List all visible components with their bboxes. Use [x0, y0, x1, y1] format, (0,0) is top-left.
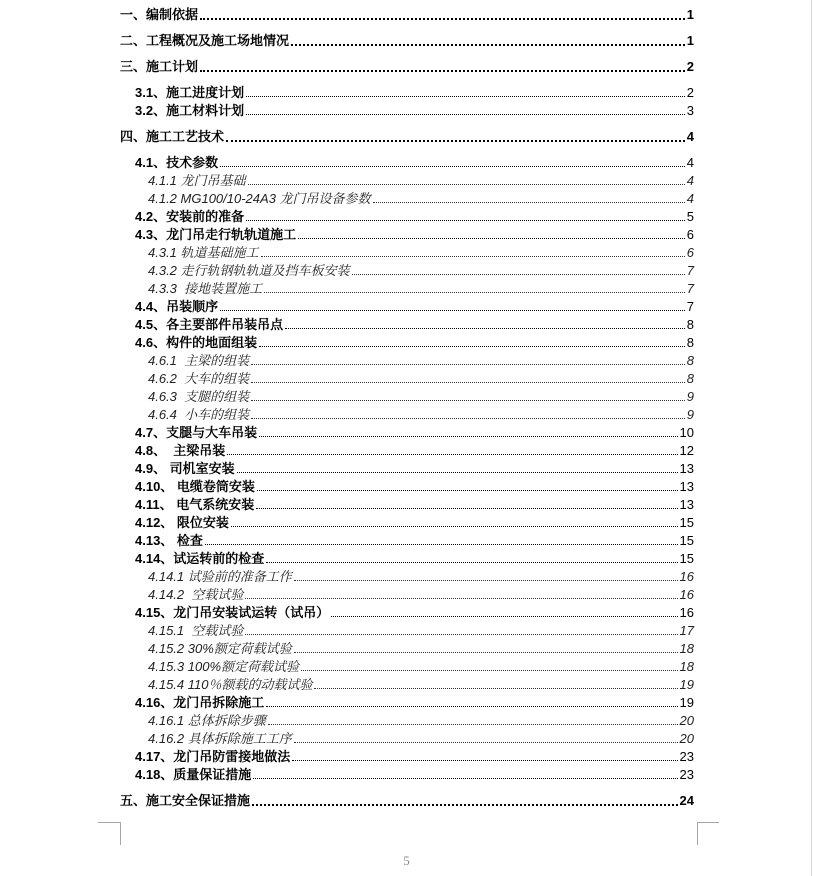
- toc-subsubsection-entry[interactable]: [0, 712, 694, 730]
- toc-entry-title: 4.6.2 大车的组装: [148, 371, 250, 386]
- toc-section-entry[interactable]: [0, 128, 694, 146]
- toc-page-number: 1: [686, 7, 694, 22]
- toc-entry-title: 4.1、技术参数: [135, 155, 219, 170]
- toc-section-entry[interactable]: [0, 792, 694, 810]
- toc-entry-title: 4.9、 司机室安装: [135, 461, 235, 476]
- toc-entry-title: 4.11、 电气系统安装: [135, 497, 255, 512]
- toc-leader-dots: [200, 70, 685, 72]
- toc-section-entry[interactable]: [0, 58, 694, 76]
- toc-section-entry[interactable]: [0, 32, 694, 50]
- toc-page-number: 18: [679, 659, 694, 674]
- margin-corner-mark-left: [98, 822, 120, 823]
- toc-entry-title: 4.14.1 试验前的准备工作: [148, 569, 292, 584]
- toc-entry-title: 4.15.3 100%额定荷载试验: [148, 659, 300, 674]
- toc-entry-title: 4.5、各主要部件吊装吊点: [135, 317, 284, 332]
- toc-leader-dots: [298, 238, 685, 239]
- toc-subsection-entry[interactable]: [0, 208, 694, 226]
- toc-leader-dots: [251, 382, 685, 383]
- toc-subsection-entry[interactable]: [0, 514, 694, 532]
- page-number: 5: [403, 853, 410, 868]
- toc-subsection-entry[interactable]: [0, 550, 694, 568]
- toc-subsection-entry[interactable]: [0, 442, 694, 460]
- toc-subsubsection-entry[interactable]: [0, 622, 694, 640]
- toc-page-number: 10: [679, 425, 694, 440]
- toc-subsection-entry[interactable]: [0, 478, 694, 496]
- toc-page-number: 7: [686, 281, 694, 296]
- toc-leader-dots: [246, 96, 685, 97]
- toc-leader-dots: [266, 562, 677, 563]
- toc-page-number: 3: [686, 103, 694, 118]
- toc-entry-title: 4.15.2 30%额定荷载试验: [148, 641, 292, 656]
- toc-leader-dots: [251, 400, 685, 401]
- toc-leader-dots: [227, 454, 677, 455]
- toc-subsection-entry[interactable]: [0, 604, 694, 622]
- margin-corner-mark-right: [697, 822, 719, 823]
- toc-leader-dots: [246, 114, 685, 115]
- toc-page-number: 19: [679, 677, 694, 692]
- toc-entry-title: 4.7、支腿与大车吊装: [135, 425, 258, 440]
- toc-page-number: 4: [686, 173, 694, 188]
- toc-page-number: 13: [679, 497, 694, 512]
- toc-entry-title: 4.16.2 具体拆除施工工序: [148, 731, 292, 746]
- toc-subsubsection-entry[interactable]: [0, 730, 694, 748]
- toc-page-number: 13: [679, 479, 694, 494]
- toc-subsubsection-entry[interactable]: [0, 406, 694, 424]
- toc-subsection-entry[interactable]: [0, 694, 694, 712]
- toc-entry-title: 4.12、 限位安装: [135, 515, 229, 530]
- toc-entry-title: 4.13、 检查: [135, 533, 203, 548]
- toc-page-number: 16: [679, 605, 694, 620]
- toc-page-number: 15: [679, 551, 694, 566]
- toc-entry-title: 3.1、施工进度计划: [135, 85, 245, 100]
- toc-subsection-entry[interactable]: [0, 102, 694, 120]
- toc-leader-dots: [246, 220, 685, 221]
- toc-leader-dots: [294, 580, 678, 581]
- toc-entry-title: 4.15.4 110％额载的动载试验: [148, 677, 313, 692]
- toc-subsubsection-entry[interactable]: [0, 262, 694, 280]
- toc-entry-title: 4.3.1 轨道基础施工: [148, 245, 259, 260]
- toc-subsubsection-entry[interactable]: [0, 658, 694, 676]
- toc-subsection-entry[interactable]: [0, 334, 694, 352]
- toc-page-number: 9: [686, 407, 694, 422]
- toc-page-number: 8: [686, 353, 694, 368]
- toc-page-number: 15: [679, 515, 694, 530]
- toc-subsection-entry[interactable]: [0, 460, 694, 478]
- toc-leader-dots: [294, 742, 678, 743]
- toc-entry-title: 4.3.2 走行轨钢轨轨道及挡车板安装: [148, 263, 350, 278]
- toc-leader-dots: [252, 804, 678, 806]
- toc-leader-dots: [285, 328, 685, 329]
- toc-page-number: 15: [679, 533, 694, 548]
- toc-entry-title: 4.2、安装前的准备: [135, 209, 245, 224]
- toc-entry-title: 4.14、试运转前的检查: [135, 551, 265, 566]
- toc-subsubsection-entry[interactable]: [0, 172, 694, 190]
- toc-subsection-entry[interactable]: [0, 226, 694, 244]
- toc-entry-title: 4.16.1 总体拆除步骤: [148, 713, 266, 728]
- toc-leader-dots: [373, 202, 685, 203]
- toc-subsection-entry[interactable]: [0, 496, 694, 514]
- toc-entry-title: 二、工程概况及施工场地情况: [120, 33, 290, 48]
- toc-leader-dots: [200, 18, 685, 20]
- toc-leader-dots: [294, 652, 678, 653]
- toc-subsection-entry[interactable]: [0, 532, 694, 550]
- toc-page-number: 13: [679, 461, 694, 476]
- toc-subsubsection-entry[interactable]: [0, 244, 694, 262]
- toc-page-number: 5: [686, 209, 694, 224]
- toc-page-number: 16: [679, 587, 694, 602]
- toc-entry-title: 4.1.2 MG100/10-24A3 龙门吊设备参数: [148, 191, 371, 206]
- toc-page-number: 19: [679, 695, 694, 710]
- toc-entry-title: 4.6、构件的地面组装: [135, 335, 258, 350]
- toc-leader-dots: [220, 310, 685, 311]
- toc-leader-dots: [226, 140, 685, 142]
- toc-page-number: 2: [686, 59, 694, 74]
- toc-entry-title: 4.18、质量保证措施: [135, 767, 252, 782]
- toc-subsection-entry[interactable]: [0, 766, 694, 784]
- toc-page-number: 1: [686, 33, 694, 48]
- toc-leader-dots: [245, 634, 677, 635]
- toc-leader-dots: [237, 472, 678, 473]
- toc-leader-dots: [251, 364, 685, 365]
- toc-entry-title: 4.15、龙门吊安装试运转（试吊）: [135, 605, 330, 620]
- page-edge: [811, 0, 812, 876]
- toc-subsection-entry[interactable]: [0, 84, 694, 102]
- toc-page-number: 6: [686, 245, 694, 260]
- toc-leader-dots: [256, 508, 677, 509]
- toc-page-number: 17: [679, 623, 694, 638]
- toc-entry-title: 4.8、 主梁吊装: [135, 443, 226, 458]
- toc-entry-title: 一、编制依据: [120, 7, 199, 22]
- margin-corner-mark-left: [120, 822, 121, 845]
- toc-leader-dots: [205, 544, 678, 545]
- toc-entry-title: 4.16、龙门吊拆除施工: [135, 695, 265, 710]
- toc-subsection-entry[interactable]: [0, 748, 694, 766]
- toc-entry-title: 四、施工工艺技术: [120, 129, 225, 144]
- toc-page-number: 12: [679, 443, 694, 458]
- toc-leader-dots: [231, 526, 678, 527]
- toc-leader-dots: [264, 292, 685, 293]
- toc-entry-title: 4.3.3 接地装置施工: [148, 281, 263, 296]
- toc-subsubsection-entry[interactable]: [0, 190, 694, 208]
- toc-subsubsection-entry[interactable]: [0, 370, 694, 388]
- toc-page-number: 20: [679, 731, 694, 746]
- toc-subsubsection-entry[interactable]: [0, 568, 694, 586]
- toc-page-number: 8: [686, 335, 694, 350]
- toc-leader-dots: [301, 670, 678, 671]
- toc-page-number: 7: [686, 263, 694, 278]
- toc-page-number: 8: [686, 371, 694, 386]
- toc-leader-dots: [352, 274, 685, 275]
- toc-page-number: 6: [686, 227, 694, 242]
- toc-leader-dots: [268, 724, 678, 725]
- toc-page-number: 4: [686, 155, 694, 170]
- toc-leader-dots: [291, 44, 685, 46]
- toc-subsubsection-entry[interactable]: [0, 640, 694, 658]
- toc-leader-dots: [248, 184, 685, 185]
- toc-leader-dots: [245, 598, 677, 599]
- toc-leader-dots: [266, 706, 677, 707]
- toc-page-number: 18: [679, 641, 694, 656]
- toc-entry-title: 3.2、施工材料计划: [135, 103, 245, 118]
- toc-leader-dots: [314, 688, 677, 689]
- toc-page-number: 9: [686, 389, 694, 404]
- toc-page-number: 2: [686, 85, 694, 100]
- toc-leader-dots: [331, 616, 677, 617]
- toc-entry-title: 4.15.1 空载试验: [148, 623, 244, 638]
- toc-subsubsection-entry[interactable]: [0, 352, 694, 370]
- toc-page-number: 24: [679, 793, 694, 808]
- toc-page-number: 4: [686, 191, 694, 206]
- toc-entry-title: 4.10、 电缆卷筒安装: [135, 479, 255, 494]
- toc-page-number: 20: [679, 713, 694, 728]
- toc-leader-dots: [261, 256, 685, 257]
- toc-leader-dots: [259, 346, 685, 347]
- toc-leader-dots: [259, 436, 677, 437]
- toc-entry-title: 4.4、吊装顺序: [135, 299, 219, 314]
- margin-corner-mark-right: [697, 822, 698, 845]
- toc-leader-dots: [251, 418, 685, 419]
- toc-leader-dots: [253, 778, 677, 779]
- toc-subsection-entry[interactable]: [0, 424, 694, 442]
- toc-section-entry[interactable]: [0, 6, 694, 24]
- toc-entry-title: 五、施工安全保证措施: [120, 793, 251, 808]
- toc-leader-dots: [220, 166, 685, 167]
- toc-page-number: 23: [679, 749, 694, 764]
- toc-leader-dots: [257, 490, 678, 491]
- toc-leader-dots: [292, 760, 677, 761]
- toc-page-number: 8: [686, 317, 694, 332]
- toc-page-number: 4: [686, 129, 694, 144]
- toc-entry-title: 4.1.1 龙门吊基础: [148, 173, 246, 188]
- toc-subsection-entry[interactable]: [0, 154, 694, 172]
- toc-subsubsection-entry[interactable]: [0, 388, 694, 406]
- toc-entry-title: 4.6.3 支腿的组装: [148, 389, 250, 404]
- toc-entry-title: 三、施工计划: [120, 59, 199, 74]
- toc-entry-title: 4.14.2 空载试验: [148, 587, 244, 602]
- toc-entry-title: 4.17、龙门吊防雷接地做法: [135, 749, 291, 764]
- toc-subsubsection-entry[interactable]: [0, 586, 694, 604]
- toc-page-number: 23: [679, 767, 694, 782]
- toc-subsubsection-entry[interactable]: [0, 280, 694, 298]
- toc-entry-title: 4.6.1 主梁的组装: [148, 353, 250, 368]
- toc-entry-title: 4.3、龙门吊走行轨轨道施工: [135, 227, 297, 242]
- toc-entry-title: 4.6.4 小车的组装: [148, 407, 250, 422]
- toc-subsection-entry[interactable]: [0, 298, 694, 316]
- toc-subsection-entry[interactable]: [0, 316, 694, 334]
- toc-subsubsection-entry[interactable]: [0, 676, 694, 694]
- toc-page-number: 7: [686, 299, 694, 314]
- toc-page-number: 16: [679, 569, 694, 584]
